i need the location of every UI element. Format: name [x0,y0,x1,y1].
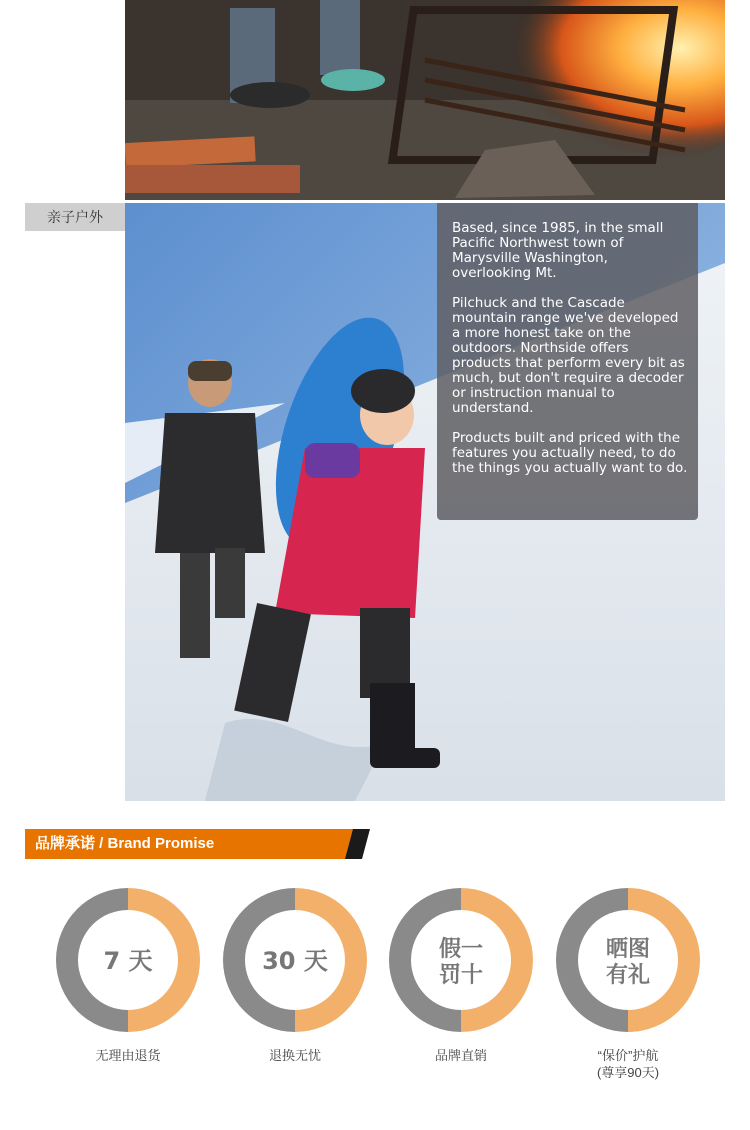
promise-caption-line: 无理由退货 [95,1048,161,1063]
section-label: 亲子户外 [25,203,125,231]
promise-item [386,886,536,1064]
promise-item [53,886,203,1064]
promise-caption [220,1047,370,1064]
promise-caption [386,1047,536,1064]
promise-ring-label: 30 天 [262,947,328,975]
promise-caption [53,1047,203,1064]
brand-promise-title: 品牌承诺 / Brand Promise [35,835,215,852]
promise-ring-label: 假一 [438,937,484,962]
promise-ring-icon [54,886,202,1034]
promise-ring-icon [387,886,535,1034]
promise-caption-line: 退换无忧 [268,1048,321,1063]
promise-ring-icon [554,886,702,1034]
promise-item [553,886,703,1081]
promise-ring-label: 7 天 [103,947,153,975]
promise-ring-label: 有礼 [605,963,651,988]
brand-promise-header [25,829,370,859]
promise-ring-label: 晒图 [605,937,651,962]
promise-ring-label: 罚十 [438,963,484,988]
promise-caption-line: 品牌直销 [434,1048,487,1063]
brand-story-text [452,221,690,491]
promise-caption-line: “保价”护航 [597,1048,659,1063]
brand-story-paragraph: Based, since 1985, in the small Pacific Northwest town of Marysville Washington, overlooking Mt. [452,220,664,281]
brand-story-paragraph: Products built and priced with the features you actually need, to do the things you actually want to do. [452,430,688,476]
promise-item [220,886,370,1064]
promise-caption-line: (尊享90天) [596,1065,660,1080]
promise-caption [553,1047,703,1081]
campfire-photo [125,0,725,200]
promise-ring-icon [221,886,369,1034]
brand-story-paragraph: Pilchuck and the Cascade mountain range we've developed a more honest take on the outdoors. Northside offers products that perform every bit as much, but don't require a decoder or instruction manual to understand. [452,295,685,416]
